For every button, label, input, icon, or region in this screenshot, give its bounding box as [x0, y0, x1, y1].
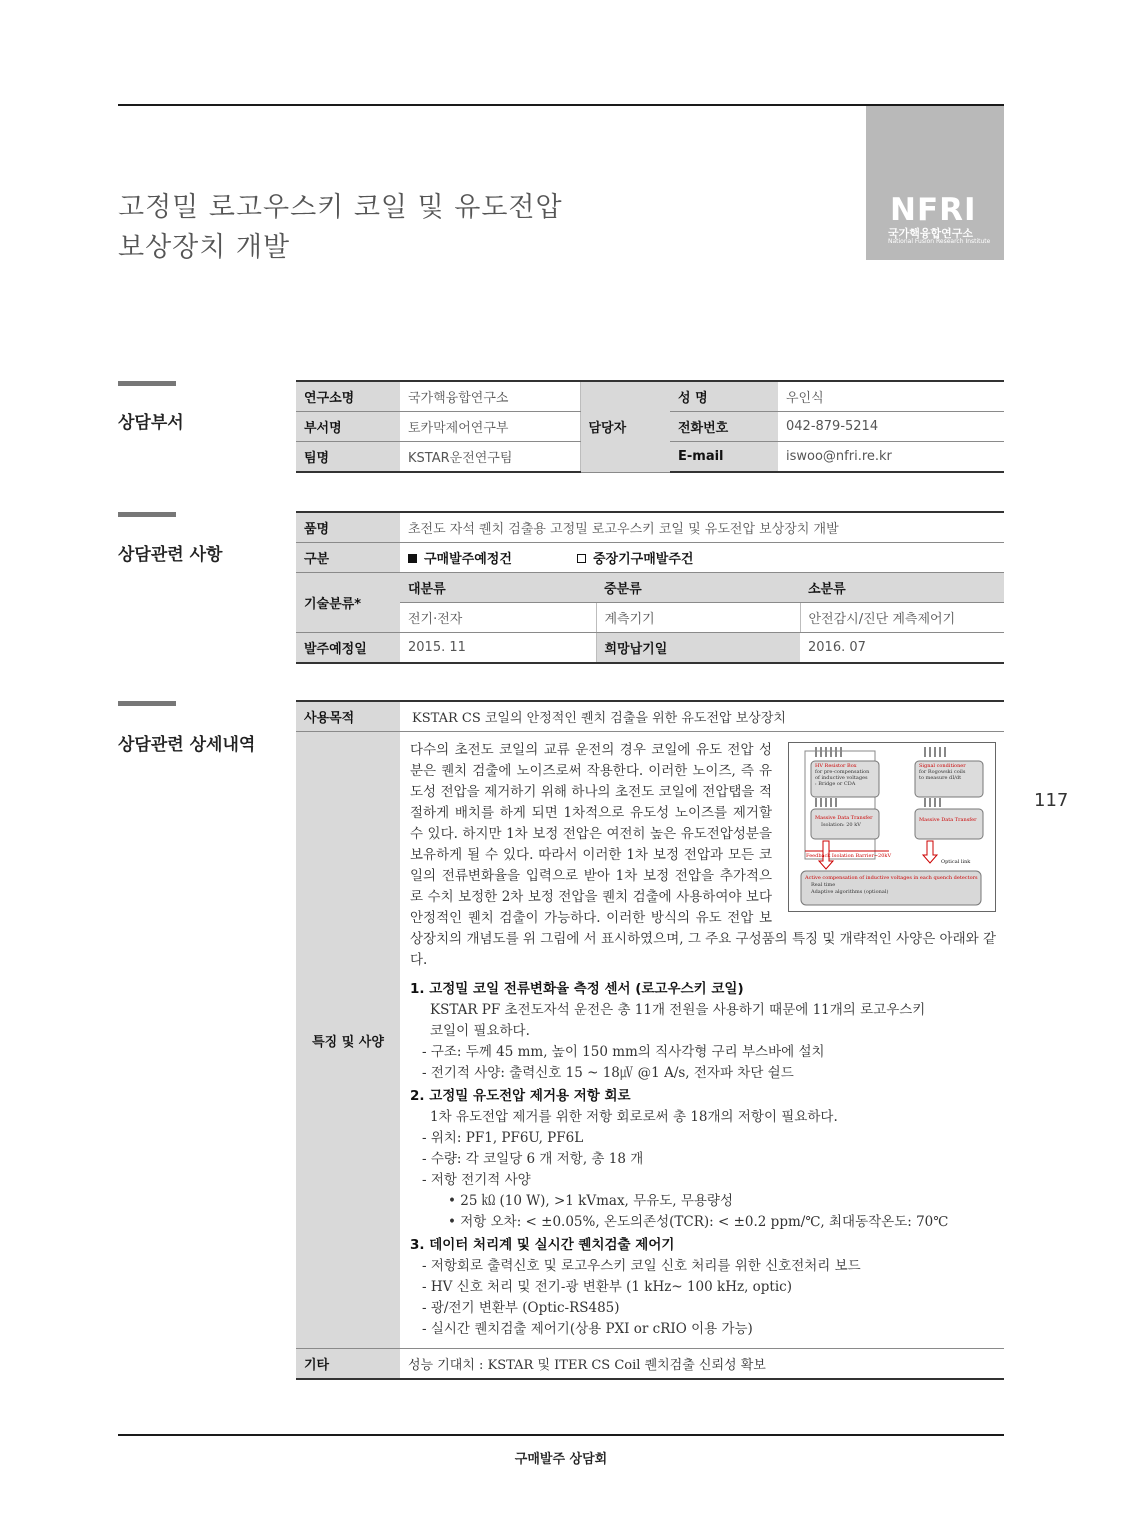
minor-value: 안전감시/진단 계측제어기 [800, 603, 1004, 633]
spec-line: - 저항 전기적 사양 [422, 1172, 531, 1188]
delivery-value: 2016. 07 [800, 633, 1004, 664]
nfri-logo [866, 106, 1004, 260]
spec-line: - 수량: 각 코일당 6 개 저항, 총 18 개 [422, 1151, 644, 1167]
section-title-consult: 상담관련 사항 [118, 545, 223, 565]
down-arrow-icon [923, 841, 937, 863]
section-bar [118, 381, 176, 386]
mdt2-text: Massive Data Transfer [919, 817, 977, 823]
mdt1-text: Massive Data Transfer Isolation: 20 kV [815, 815, 873, 828]
manager-label: 담당자 [580, 381, 670, 472]
spec-line: - 위치: PF1, PF6U, PF6L [422, 1130, 584, 1146]
feature-label: 특징 및 사양 [296, 732, 400, 1349]
division-label: 부서명 [296, 412, 400, 442]
active-compensation-text: Active compensation of inductive voltages in each quench detectors Real time Adaptive algorithms (optional) [805, 875, 978, 895]
unchecked-checkbox-icon [577, 554, 586, 563]
type-option-planned: 구매발주예정건 [424, 552, 512, 567]
spec-line: - 구조: 두께 45 mm, 높이 150 mm의 직사각형 구리 부스바에 설치 [422, 1044, 825, 1060]
major-label: 대분류 [400, 573, 596, 603]
spec-line: 코일이 필요하다. [430, 1023, 530, 1039]
spec-line: - 전기적 사양: 출력신호 15 ~ 18㎶ @1 A/s, 전자파 차단 쉴드 [422, 1065, 794, 1081]
name-value: 우인식 [778, 381, 1004, 412]
page-title: 고정밀 로고우스키 코일 및 유도전압 보상장치 개발 [118, 192, 563, 263]
phone-value: 042-879-5214 [778, 412, 1004, 442]
spec-heading-1: 1. 고정밀 코일 전류변화율 측정 센서 (로고우스키 코일) [410, 981, 744, 997]
hv-box-text: HV Resistor Box for pre-compensation of inductive voltages : Bridge or CDA [815, 763, 870, 787]
type-option-longterm: 중장기구매발주건 [592, 552, 694, 567]
section-title-dept: 상담부서 [118, 413, 184, 433]
institute-value: 국가핵융합연구소 [400, 381, 580, 412]
item-value: 초전도 자석 퀜치 검출용 고정밀 로고우스키 코일 및 유도전압 보상장치 개발 [400, 512, 1004, 543]
phone-label: 전화번호 [670, 412, 778, 442]
dept-table [296, 380, 1004, 473]
section-bar [118, 512, 176, 517]
major-value: 전기·전자 [400, 603, 596, 633]
other-label: 기타 [296, 1349, 400, 1380]
footer-text: 구매발주 상담회 [514, 1452, 608, 1467]
division-value: 토카막제어연구부 [400, 412, 580, 442]
feature-content [400, 732, 1004, 1349]
email-label: E-mail [670, 442, 778, 473]
email-value: iswoo@nfri.re.kr [778, 442, 1004, 473]
purpose-label: 사용목적 [296, 701, 400, 732]
spec-heading-3: 3. 데이터 처리계 및 실시간 퀜치검출 제어기 [410, 1237, 675, 1253]
signal-conditioner-text: Signal conditioner for Rogowski coils to measure dI/dt [919, 763, 966, 781]
purpose-value: KSTAR CS 코일의 안정적인 퀜치 검출을 위한 유도전압 보상장치 [400, 701, 1004, 732]
team-value: KSTAR운전연구팀 [400, 442, 580, 473]
spec-line: - 저항회로 출력신호 및 로고우스키 코일 신호 처리를 위한 신호전처리 보드 [422, 1258, 861, 1274]
barrier-text: Feedback Isolation Barrier~20kV [806, 853, 892, 859]
spec-line: - 실시간 퀜치검출 제어기(상용 PXI or cRIO 이용 가능) [422, 1321, 753, 1337]
spec-line: - HV 신호 처리 및 전기-광 변환부 (1 kHz~ 100 kHz, optic) [422, 1279, 792, 1295]
spec-line: • 저항 오차: < ±0.05%, 온도의존성(TCR): < ±0.2 ppm/℃, 최대동작온도: 70℃ [448, 1214, 949, 1230]
name-label: 성 명 [670, 381, 778, 412]
spec-line: 1차 유도전압 제거를 위한 저항 회로로써 총 18개의 저항이 필요하다. [430, 1109, 838, 1125]
consult-table [296, 511, 1004, 664]
order-date-label: 발주예정일 [296, 633, 400, 664]
tech-label: 기술분류* [296, 573, 400, 633]
spec-heading-2: 2. 고정밀 유도전압 제거용 저항 회로 [410, 1088, 631, 1104]
team-label: 팀명 [296, 442, 400, 473]
institute-label: 연구소명 [296, 381, 400, 412]
concept-diagram [788, 742, 996, 912]
delivery-label: 희망납기일 [596, 633, 800, 664]
spec-line: KSTAR PF 초전도자석 운전은 총 11개 전원을 사용하기 때문에 11개의 로고우스키 [430, 1002, 926, 1018]
middle-value: 계측기기 [596, 603, 800, 633]
spec-line: • 25 ㏀ (10 W), >1 kVmax, 무유도, 무용량성 [448, 1193, 734, 1209]
order-date-value: 2015. 11 [400, 633, 596, 664]
section-title-detail: 상담관련 상세내역 [118, 735, 256, 755]
minor-label: 소분류 [800, 573, 1004, 603]
page-number: 117 [1034, 790, 1069, 811]
logo-en: National Fusion Research Institute [888, 238, 991, 245]
data-transfer-box-2 [915, 809, 983, 839]
other-value: 성능 기대치 : KSTAR 및 ITER CS Coil 퀜치검출 신뢰성 확보 [400, 1349, 1004, 1380]
item-label: 품명 [296, 512, 400, 543]
logo-text: NFRI [890, 192, 977, 228]
section-bar [118, 701, 176, 706]
detail-table [296, 700, 1004, 1380]
optical-link-text: Optical link [941, 859, 971, 865]
spec-line: - 광/전기 변환부 (Optic-RS485) [422, 1300, 620, 1316]
type-label: 구분 [296, 543, 400, 573]
bottom-rule [118, 1434, 1004, 1436]
checked-checkbox-icon [408, 554, 417, 563]
logo-org: 국가핵융합연구소 [888, 227, 974, 240]
type-options [400, 543, 1004, 573]
middle-label: 중분류 [596, 573, 800, 603]
intro-paragraph: 다수의 초전도 코일의 교류 운전의 경우 코일에 유도 전압 성분은 퀜치 검출에 노이즈로써 작용한다. 이러한 노이즈, 즉 유도성 전압을 제거하기 위해 하나의 초전도 코일에 전압탭을 적절하게 배치를 하게 되면 1차적으로 유도성 노이즈를 제거할 수 있다. 하지만 1차 보정 전압은 여전히 높은 유도전압성분을 보유하게 될 수 있다. 따라서 이러한 1차 보정 전압과 모든 코일의 전류변화율을 입력으로 받아 1차 보정 전압을 추가적으로 수치 보정한 2차 보정 전압을 퀜치 검출에 사용하여야 보다 안정적인 퀜치 검출이 가능하다. 이러한 방식의 유도 전압 보상장치의 개념도를 위 그림에 서 표시하였으며, 그 주요 구성품의 특징 및 개략적인 사양은 아래와 같다. [410, 742, 997, 968]
